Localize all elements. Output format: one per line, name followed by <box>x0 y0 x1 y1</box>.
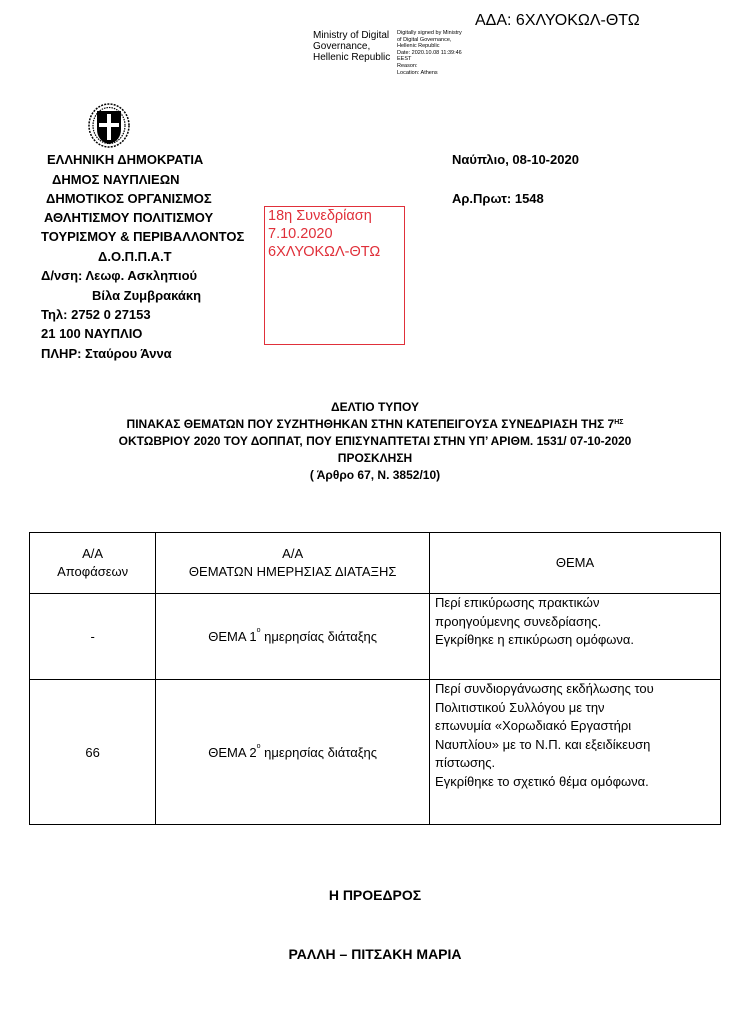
table-row <box>30 680 721 825</box>
theme-line: προηγούμενης συνεδρίασης. <box>435 613 602 629</box>
decision-number: 66 <box>30 680 156 825</box>
signature-detail: Reason: <box>397 62 418 69</box>
header-line: Δ/νση: Λεωφ. Ασκληπιού <box>41 268 198 283</box>
header-text: Α/Α <box>82 546 104 561</box>
title-line-text: ΠΙΝΑΚΑΣ ΘΕΜΑΤΩΝ ΠΟΥ ΣΥΖΗΤΗΘΗΚΑΝ ΣΤΗΝ ΚΑΤΕΠΕΙΓΟΥΣΑ ΣΥΝΕΔΡΙΑΣΗ ΤΗΣ 7 <box>126 417 615 431</box>
header-line: ΔΗΜΟΣ ΝΑΥΠΛΙΕΩΝ <box>52 172 180 187</box>
signature-detail: Digitally signed by Ministry <box>397 30 462 36</box>
title-line: ΟΚΤΩΒΡΙΟΥ 2020 ΤΟΥ ΔΟΠΠΑΤ, ΠΟΥ ΕΠΙΣΥΝΑΠΤΕΤΑΙ ΣΤΗΝ ΥΠ’ ΑΡΙΘΜ. 1531/ 07-10-2020 <box>118 434 632 448</box>
stamp-line: 18η Συνεδρίαση <box>268 208 372 224</box>
agenda-item-text: ΘΕΜΑ 1 <box>208 629 257 644</box>
table-row <box>30 594 721 680</box>
theme-line: Ναυπλίου» με το Ν.Π. και εξειδίκευση <box>435 736 651 752</box>
header-line: ΤΟΥΡΙΣΜΟΥ & ΠΕΡΙΒΑΛΛΟΝΤΟΣ <box>41 229 245 244</box>
agenda-item-text: ΘΕΜΑ 2 <box>208 744 257 760</box>
protocol-number: Αρ.Πρωτ: 1548 <box>452 191 544 206</box>
theme-line: Περί συνδιοργάνωσης εκδήλωσης του <box>435 681 654 696</box>
agenda-table <box>29 532 721 825</box>
signature-detail: EEST <box>397 56 412 63</box>
place-date: Ναύπλιο, 08-10-2020 <box>452 152 579 167</box>
agenda-item-sup: ο <box>256 742 261 750</box>
hellenic-coat-of-arms-icon <box>88 103 130 148</box>
table-header-row <box>30 533 721 594</box>
press-release-title <box>30 399 720 484</box>
header-line: ΠΛΗΡ: Σταύρου Άννα <box>41 346 172 361</box>
agenda-item-text: ημερησίας διάταξης <box>260 744 378 760</box>
header-text: Α/Α <box>282 546 304 561</box>
theme-line: επωνυμία «Χορωδιακό Εργαστήρι <box>435 718 632 733</box>
header-line: Τηλ: 2752 0 27153 <box>41 307 151 322</box>
agenda-item-text: ημερησίας διάταξης <box>260 629 378 644</box>
title-line <box>30 416 720 433</box>
sign-title: Η ΠΡΟΕΔΡΟΣ <box>328 887 422 903</box>
theme-description <box>430 680 721 825</box>
decision-number: - <box>30 594 156 680</box>
header-text: Αποφάσεων <box>57 564 129 579</box>
agenda-item-sup: ο <box>256 627 261 634</box>
title-line: ΔΕΛΤΙΟ ΤΥΠΟΥ <box>331 400 419 414</box>
stamp-line: 7.10.2020 <box>268 226 333 242</box>
header-line: 21 100 ΝΑΥΠΛΙΟ <box>41 326 143 341</box>
signature-details <box>397 30 487 76</box>
header-line: Βίλα Ζυμβρακάκη <box>92 288 202 303</box>
header-agenda-item <box>156 533 430 594</box>
signature-detail: Location: Athens <box>397 69 438 76</box>
stamp-line: 6ΧΛΥΟΚΩΛ-ΘΤΩ <box>268 244 381 260</box>
title-line: ( Άρθρο 67, Ν. 3852/10) <box>309 468 441 482</box>
header-text: ΘΕΜΑΤΩΝ ΗΜΕΡΗΣΙΑΣ ΔΙΑΤΑΞΗΣ <box>188 564 397 579</box>
theme-line: Εγκρίθηκε το σχετικό θέμα ομόφωνα. <box>435 773 649 789</box>
theme-description <box>430 594 721 680</box>
header-line: ΑΘΛΗΤΙΣΜΟΥ ΠΟΛΙΤΙΣΜΟΥ <box>44 210 214 225</box>
sign-name: ΡΑΛΛΗ – ΠΙΤΣΑΚΗ ΜΑΡΙΑ <box>288 946 462 962</box>
signature-detail: Date: 2020.10.08 11:39:46 <box>397 49 462 56</box>
header-line: Δ.Ο.Π.Π.Α.Τ <box>98 249 172 264</box>
theme-line: Πολιτιστικού Συλλόγου με την <box>435 699 605 715</box>
session-stamp <box>264 206 405 345</box>
theme-line: πίστωσης. <box>435 755 496 770</box>
signature-detail: Hellenic Republic <box>397 43 440 50</box>
theme-line: Περί επικύρωσης πρακτικών <box>435 595 600 610</box>
header-line: ΔΗΜΟΤΙΚΟΣ ΟΡΓΑΝΙΣΜΟΣ <box>46 191 212 206</box>
signature-signer: Ministry of Digital Governance, Hellenic Republic <box>313 30 391 63</box>
header-decision-number <box>30 533 156 594</box>
ada-code: ΑΔΑ: 6ΧΛΥΟΚΩΛ-ΘΤΩ <box>475 12 640 29</box>
theme-line: Εγκρίθηκε η επικύρωση ομόφωνα. <box>435 632 635 647</box>
header-line: ΕΛΛΗΝΙΚΗ ΔΗΜΟΚΡΑΤΙΑ <box>47 152 204 167</box>
agenda-item <box>156 680 430 825</box>
agenda-item <box>156 594 430 680</box>
header-theme: ΘΕΜΑ <box>430 533 721 594</box>
signature-detail: of Digital Governance, <box>397 36 452 43</box>
title-superscript: ΗΣ <box>614 419 624 426</box>
title-line: ΠΡΟΣΚΛΗΣΗ <box>337 451 413 465</box>
